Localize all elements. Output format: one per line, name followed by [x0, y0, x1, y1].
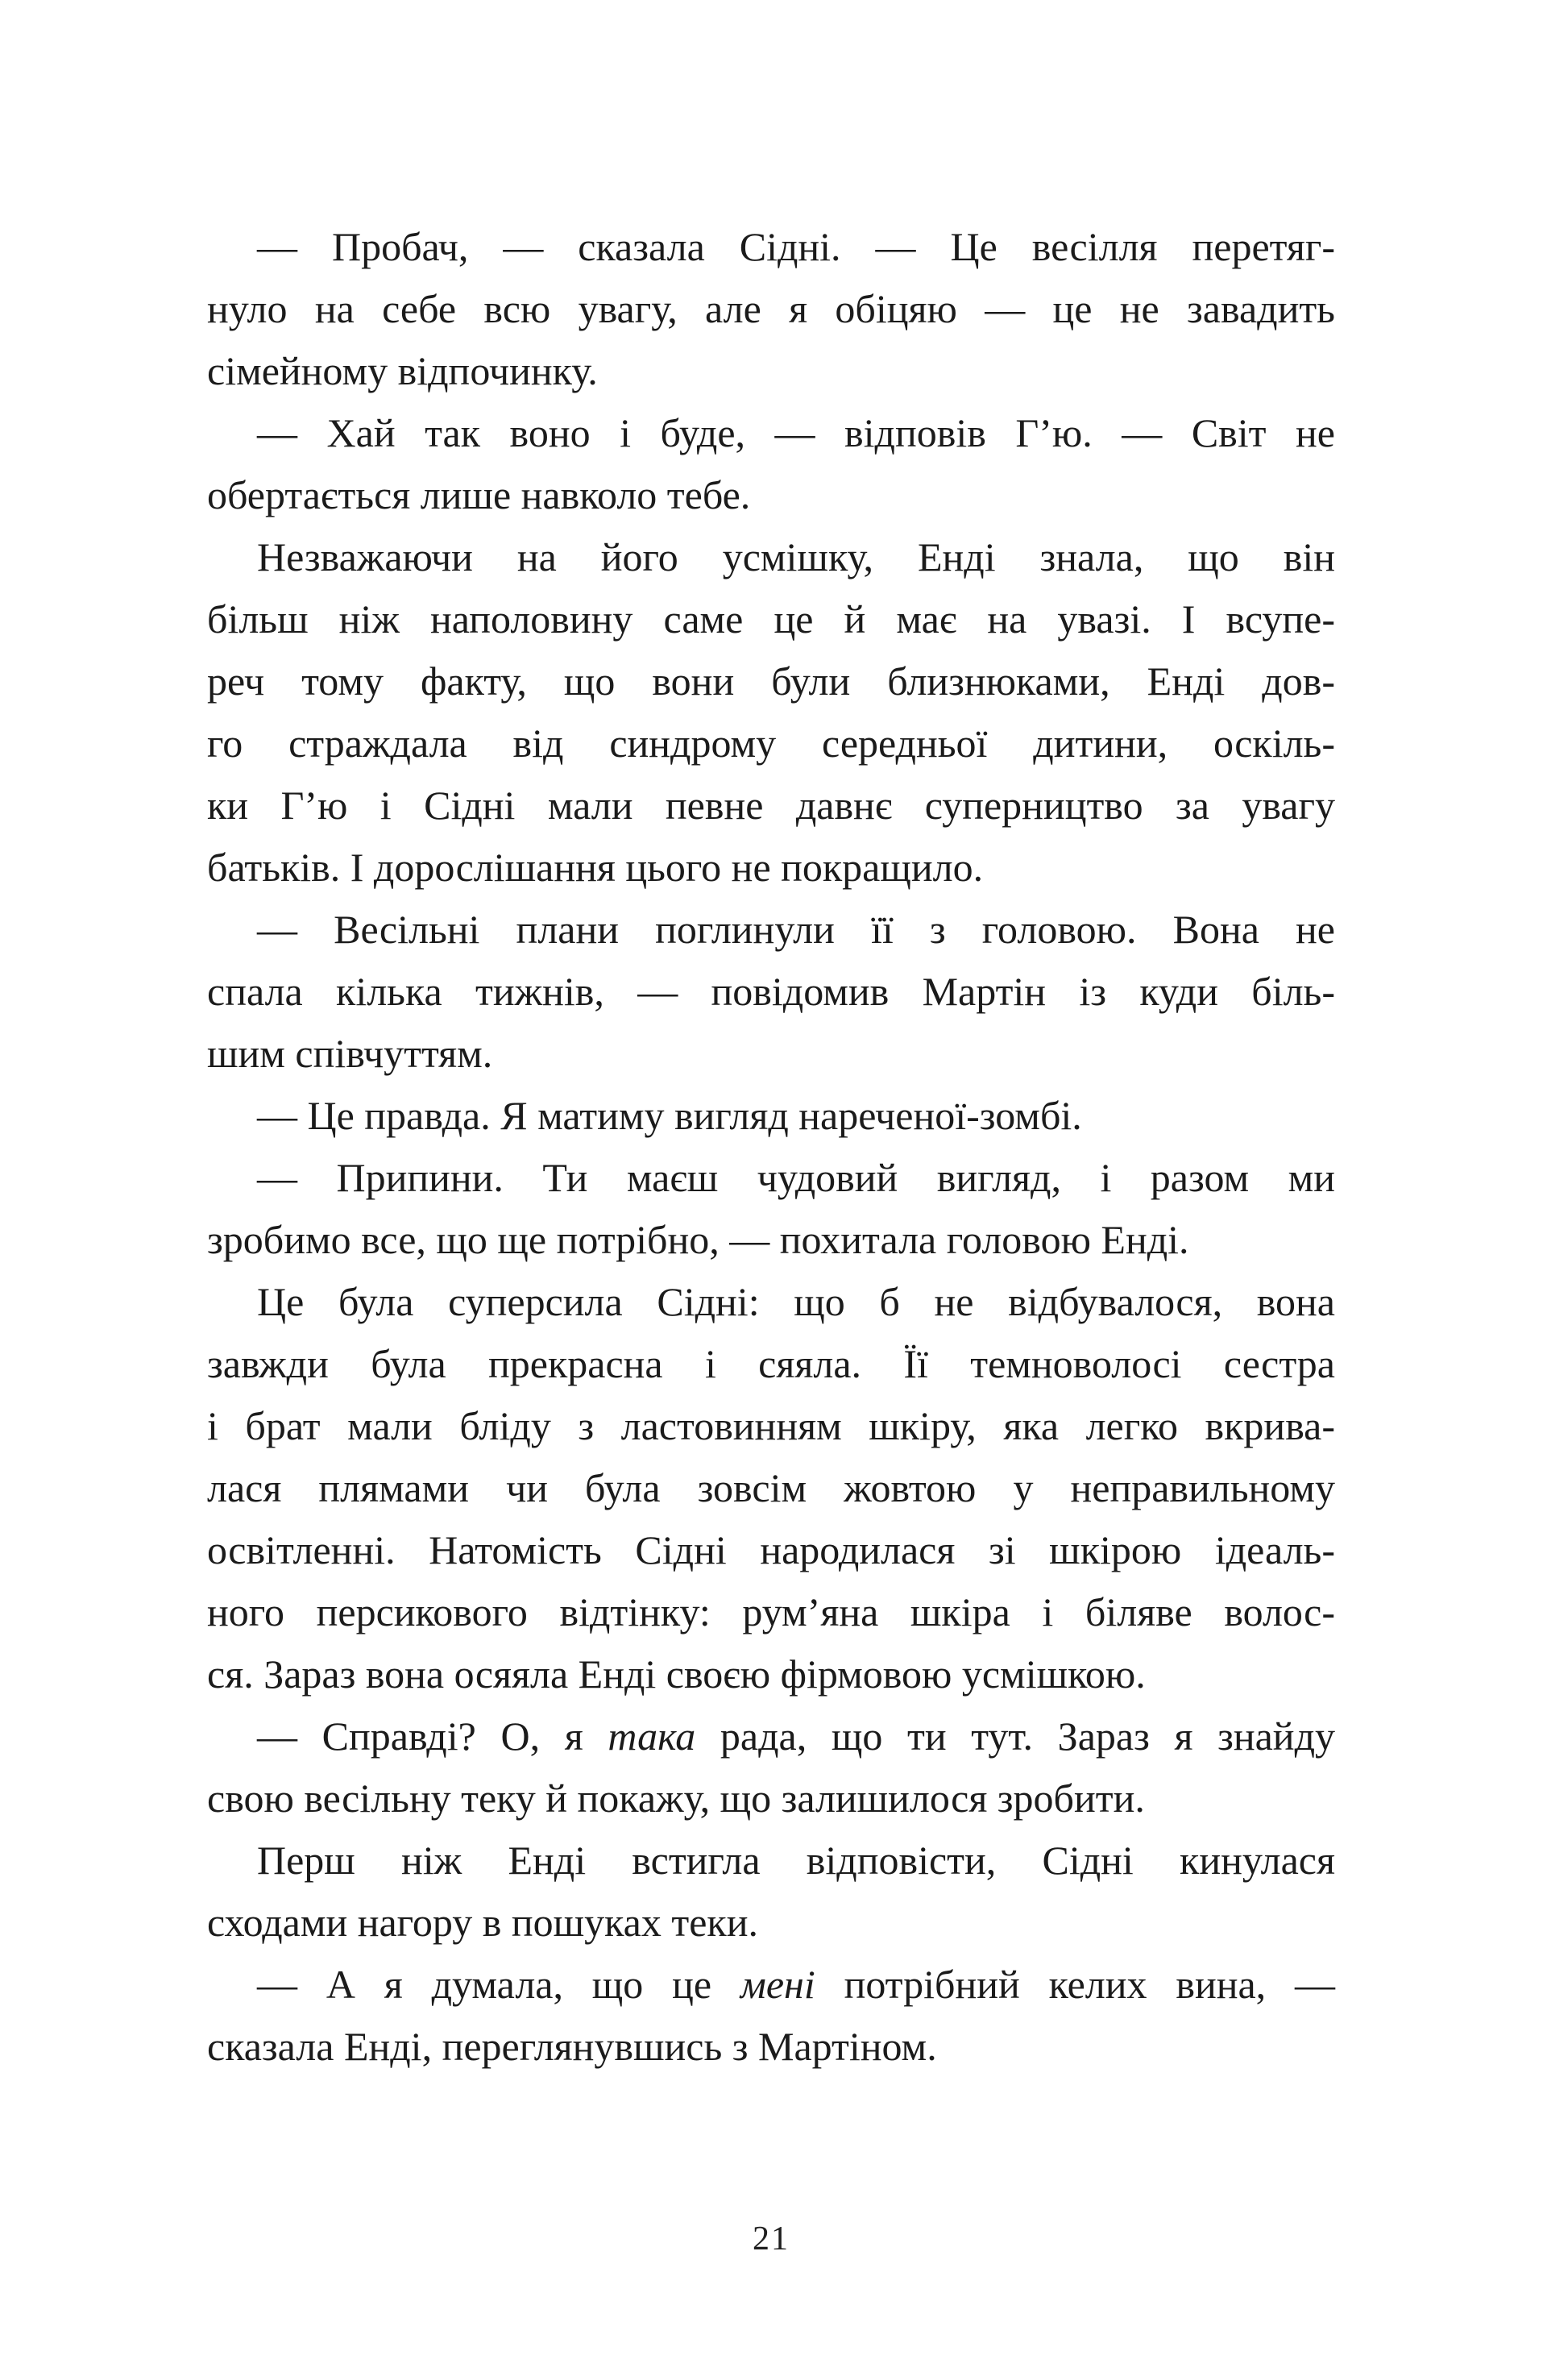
text-line	[207, 1333, 1335, 1395]
paragraph	[207, 1954, 1335, 2078]
text-segment: — Справді? О, я	[257, 1713, 608, 1759]
text-line	[207, 216, 1335, 278]
text-line	[207, 1581, 1335, 1643]
text-segment: нуло на себе всю увагу, але я обіцяю — це не завадить	[207, 286, 1335, 331]
text-segment: освітленні. Натомість Сідні народилася зі шкірою ідеаль-	[207, 1527, 1335, 1572]
text-line	[207, 1023, 1335, 1085]
paragraph	[207, 216, 1335, 402]
paragraph	[207, 1085, 1335, 1147]
text-line	[207, 278, 1335, 340]
paragraph	[207, 402, 1335, 526]
text-segment: свою весільну теку й покажу, що залишилося зробити.	[207, 1776, 1145, 1821]
text-line	[207, 464, 1335, 526]
text-segment: і брат мали бліду з ластовинням шкіру, яка легко вкрива-	[207, 1403, 1335, 1448]
text-segment: Перш ніж Енді встигла відповісти, Сідні кинулася	[257, 1838, 1335, 1883]
text-line	[207, 1147, 1335, 1209]
text-line	[207, 402, 1335, 464]
text-segment: шим співчуттям.	[207, 1031, 493, 1076]
text-segment: Незважаючи на його усмішку, Енді знала, що він	[257, 534, 1335, 579]
italic-text: така	[608, 1713, 696, 1759]
text-segment: ки Г’ю і Сідні мали певне давнє суперництво за увагу	[207, 783, 1335, 828]
text-segment: — Це правда. Я матиму вигляд нареченої-зомбі.	[257, 1093, 1082, 1138]
text-segment: сходами нагору в пошуках теки.	[207, 1900, 758, 1945]
text-segment: батьків. І дорослішання цього не покращило.	[207, 845, 984, 890]
text-line	[207, 526, 1335, 588]
text-line	[207, 650, 1335, 712]
text-line	[207, 1271, 1335, 1333]
text-line	[207, 1767, 1335, 1830]
text-segment: — А я думала, що це	[257, 1962, 740, 2007]
text-line	[207, 712, 1335, 775]
text-segment: го страждала від синдрому середньої дитини, оскіль-	[207, 721, 1335, 766]
page-number: 21	[753, 2220, 790, 2257]
text-segment: сказала Енді, переглянувшись з Мартіном.	[207, 2024, 937, 2069]
text-segment: зробимо все, що ще потрібно, — похитала головою Енді.	[207, 1217, 1189, 1262]
text-segment: лася плямами чи була зовсім жовтою у неправильному	[207, 1465, 1335, 1510]
text-line	[207, 1085, 1335, 1147]
text-line	[207, 1457, 1335, 1519]
text-line	[207, 340, 1335, 402]
text-line	[207, 1705, 1335, 1767]
text-block	[207, 216, 1335, 2078]
text-segment: ся. Зараз вона осяяла Енді своєю фірмовою усмішкою.	[207, 1651, 1146, 1697]
text-line	[207, 837, 1335, 899]
text-line	[207, 1892, 1335, 1954]
text-segment: спала кілька тижнів, — повідомив Мартін із куди біль-	[207, 969, 1335, 1014]
text-segment: обертається лише навколо тебе.	[207, 472, 751, 517]
paragraph	[207, 526, 1335, 899]
text-segment: реч тому факту, що вони були близнюками, Енді дов-	[207, 658, 1335, 704]
text-line	[207, 1954, 1335, 2016]
paragraph	[207, 1147, 1335, 1271]
text-segment: Це була суперсила Сідні: що б не відбувалося, вона	[257, 1279, 1335, 1324]
text-line	[207, 588, 1335, 650]
text-line	[207, 899, 1335, 961]
text-segment: — Пробач, — сказала Сідні. — Це весілля перетяг-	[257, 224, 1335, 269]
italic-text: мені	[740, 1962, 815, 2007]
text-line	[207, 775, 1335, 837]
text-segment: завжди була прекрасна і сяяла. Її темноволосі сестра	[207, 1341, 1335, 1386]
paragraph	[207, 899, 1335, 1085]
paragraph	[207, 1705, 1335, 1830]
paragraph	[207, 1830, 1335, 1954]
text-segment: потрібний келих вина, —	[815, 1962, 1335, 2007]
text-line	[207, 2016, 1335, 2078]
text-line	[207, 1209, 1335, 1271]
text-segment: більш ніж наполовину саме це й має на увазі. І всупе-	[207, 596, 1335, 642]
text-segment: сімейному відпочинку.	[207, 348, 598, 393]
text-segment: — Хай так воно і буде, — відповів Г’ю. — Світ не	[257, 410, 1335, 455]
text-segment: рада, що ти тут. Зараз я знайду	[695, 1713, 1336, 1759]
text-line	[207, 1395, 1335, 1457]
text-segment: — Припини. Ти маєш чудовий вигляд, і разом ми	[257, 1155, 1335, 1200]
paragraph	[207, 1271, 1335, 1705]
text-segment: ного персикового відтінку: рум’яна шкіра і біляве волос-	[207, 1589, 1335, 1634]
text-segment: — Весільні плани поглинули її з головою. Вона не	[257, 907, 1335, 952]
text-line	[207, 1830, 1335, 1892]
text-line	[207, 1643, 1335, 1705]
text-line	[207, 961, 1335, 1023]
text-line	[207, 1519, 1335, 1581]
